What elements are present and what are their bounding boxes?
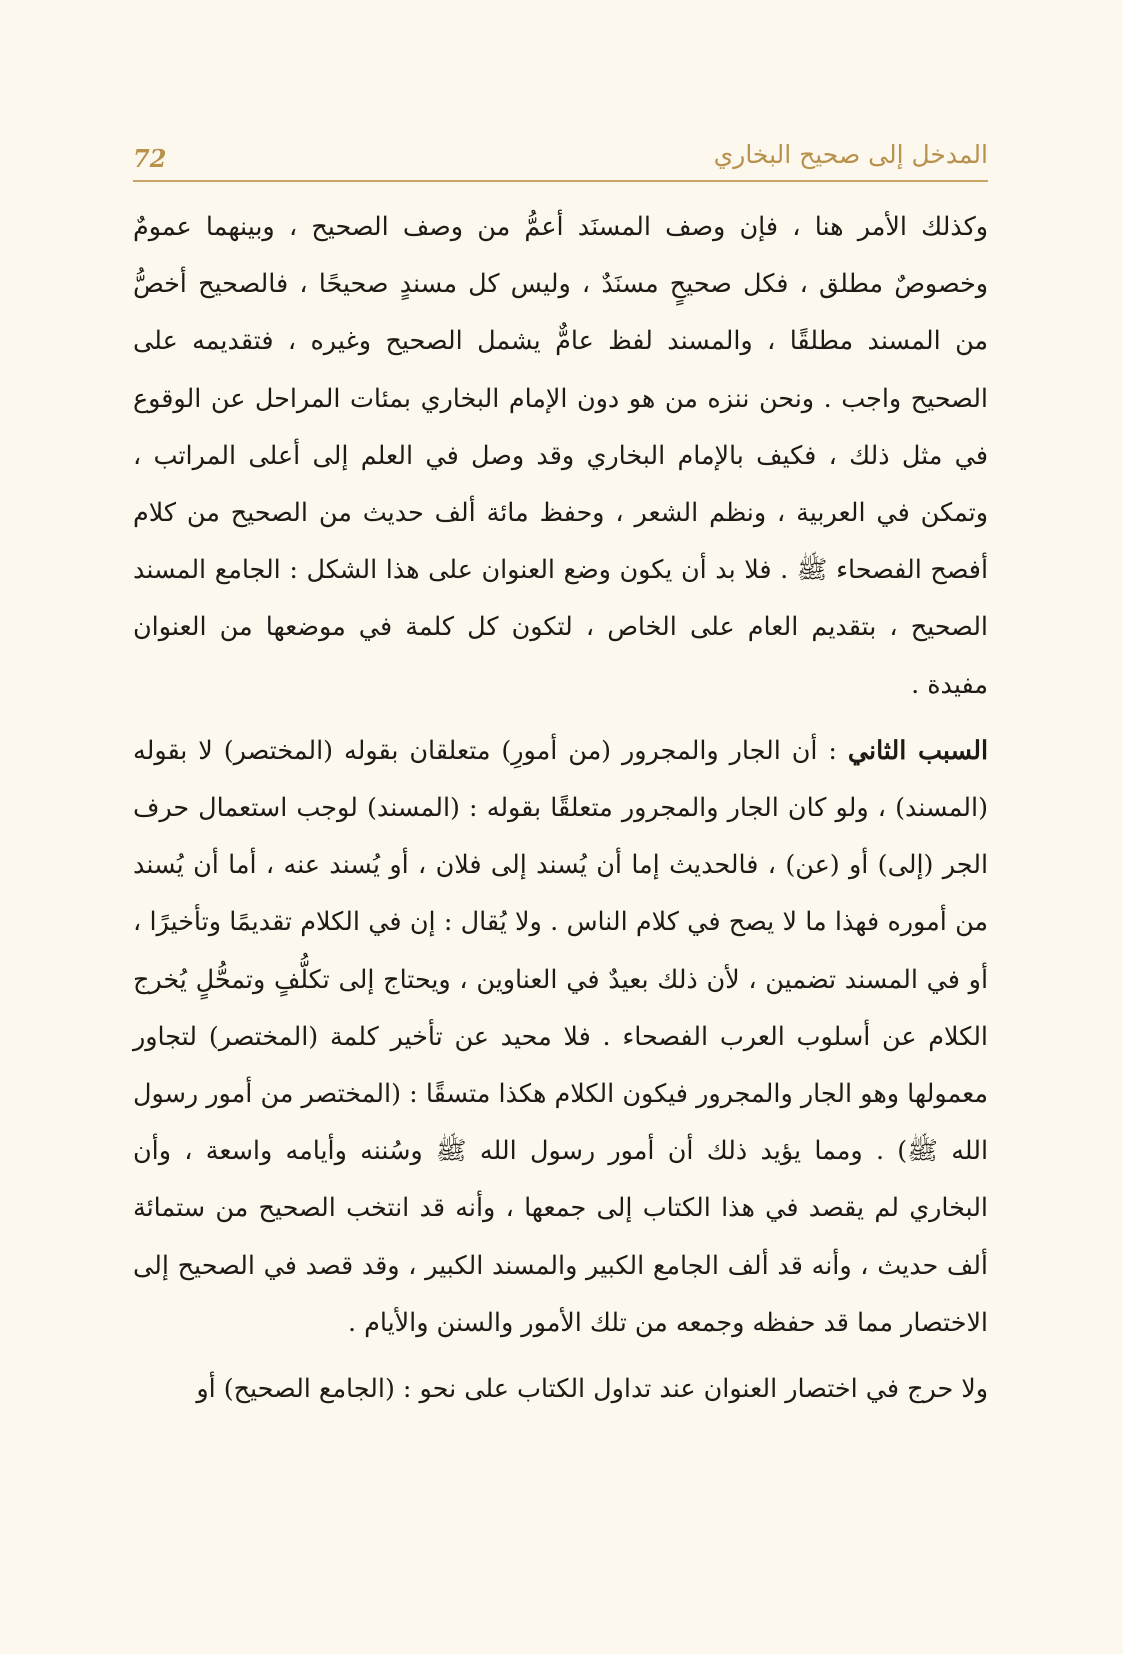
paragraph-3 [133,1360,988,1417]
paragraph-1-text: وكذلك الأمر هنا ، فإن وصف المسنَد أعمُّ من وصف الصحيح ، وبينهما عمومٌ وخصوصٌ مطلق ، فكل صحيحٍ مسنَدٌ ، وليس كل مسندٍ صحيحًا ، فالصحيح أخصُّ من المسند مطلقًا ، والمسند لفظ عامٌّ يشمل الصحيح وغيره ، فتقديمه على الصحيح واجب . ونحن ننزه من هو دون الإمام البخاري بمئات المراحل عن الوقوع في مثل ذلك ، فكيف بالإمام البخاري وقد وصل في العلم إلى أعلى المراتب ، وتمكن في العربية ، ونظم الشعر ، وحفظ مائة ألف حديث من الصحيح من كلام أفصح الفصحاء ﷺ . فلا بد أن يكون وضع العنوان على هذا الشكل : الجامع المسند الصحيح ، بتقديم العام على الخاص ، لتكون كل كلمة في موضعها من العنوان مفيدة . [133,211,988,699]
page-number: 72 [133,144,167,173]
page-header [133,128,988,182]
body-text [133,198,988,1417]
paragraph-2-text: : أن الجار والمجرور (من أمورِ) متعلقان بقوله (المختصر) لا بقوله (المسند) ، ولو كان الجار والمجرور متعلقًا بقوله : (المسند) لوجب استعمال حرف الجر (إلى) أو (عن) ، فالحديث إما أن يُسند إلى فلان ، أو يُسند عنه ، أما أن يُسند من أموره فهذا ما لا يصح في كلام الناس . ولا يُقال : إن في الكلام تقديمًا وتأخيرًا ، أو في المسند تضمين ، لأن ذلك بعيدٌ في العناوين ، ويحتاج إلى تكلُّفٍ وتمحُّلٍ يُخرج الكلام عن أسلوب العرب الفصحاء . فلا محيد عن تأخير كلمة (المختصر) لتجاور معمولها وهو الجار والمجرور فيكون الكلام هكذا متسقًا : (المختصر من أمور رسول الله ﷺ) . ومما يؤيد ذلك أن أمور رسول الله ﷺ وسُننه وأيامه واسعة ، وأن البخاري لم يقصد في هذا الكتاب إلى جمعها ، وأنه قد انتخب الصحيح من ستمائة ألف حديث ، وأنه قد ألف الجامع الكبير والمسند الكبير ، وقد قصد في الصحيح إلى الاختصار مما قد حفظه وجمعه من تلك الأمور والسنن والأيام . [133,734,988,1337]
book-page [133,128,988,1588]
paragraph-1 [133,198,988,713]
paragraph-3-text: ولا حرج في اختصار العنوان عند تداول الكتاب على نحو : (الجامع الصحيح) أو [196,1373,988,1404]
paragraph-2 [133,722,988,1351]
running-title: المدخل إلى صحيح البخاري [713,140,988,169]
paragraph-2-heading: السبب الثاني [847,734,988,765]
